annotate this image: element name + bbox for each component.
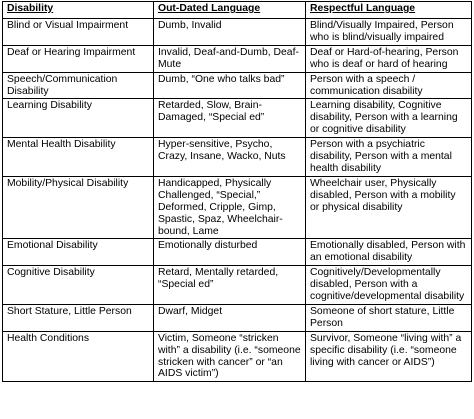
- outdated-language-cell: Retarded, Slow, Brain-Damaged, “Special ed”: [154, 99, 306, 138]
- table-row: [3, 266, 472, 305]
- respectful-language-cell: Wheelchair user, Physically disabled, Person with a mobility or physical disability: [306, 176, 472, 239]
- outdated-language-cell: Dumb, “One who talks bad”: [154, 72, 306, 99]
- disability-language-table: [2, 1, 472, 382]
- outdated-language-cell: Victim, Someone “stricken with” a disability (i.e. “someone stricken with cancer” or “an AIDS victim”): [154, 331, 306, 382]
- table-row: [3, 45, 472, 72]
- disability-cell: Cognitive Disability: [3, 266, 154, 305]
- outdated-language-cell: Retard, Mentally retarded, “Special ed”: [154, 266, 306, 305]
- respectful-language-cell: Person with a psychiatric disability, Person with a mental health disability: [306, 138, 472, 177]
- header-respectful-language: Respectful Language: [306, 2, 472, 19]
- outdated-language-cell: Hyper-sensitive, Psycho, Crazy, Insane, Wacko, Nuts: [154, 138, 306, 177]
- respectful-language-cell: Blind/Visually Impaired, Person who is blind/visually impaired: [306, 19, 472, 46]
- table-row: [3, 72, 472, 99]
- disability-cell: Speech/Communication Disability: [3, 72, 154, 99]
- disability-cell: Blind or Visual Impairment: [3, 19, 154, 46]
- disability-cell: Emotional Disability: [3, 239, 154, 266]
- outdated-language-cell: Invalid, Deaf-and-Dumb, Deaf-Mute: [154, 45, 306, 72]
- table-row: [3, 239, 472, 266]
- header-disability: Disability: [3, 2, 154, 19]
- disability-cell: Health Conditions: [3, 331, 154, 382]
- disability-cell: Deaf or Hearing Impairment: [3, 45, 154, 72]
- outdated-language-cell: Dumb, Invalid: [154, 19, 306, 46]
- disability-cell: Mental Health Disability: [3, 138, 154, 177]
- respectful-language-cell: Person with a speech / communication disability: [306, 72, 472, 99]
- outdated-language-cell: Emotionally disturbed: [154, 239, 306, 266]
- respectful-language-cell: Cognitively/Developmentally disabled, Person with a cognitive/developmental disability: [306, 266, 472, 305]
- outdated-language-cell: Handicapped, Physically Challenged, “Special,” Deformed, Cripple, Gimp, Spastic, Spaz, Wheelchair-bound, Lame: [154, 176, 306, 239]
- disability-cell: Learning Disability: [3, 99, 154, 138]
- outdated-language-cell: Dwarf, Midget: [154, 304, 306, 331]
- disability-cell: Mobility/Physical Disability: [3, 176, 154, 239]
- disability-cell: Short Stature, Little Person: [3, 304, 154, 331]
- table-row: [3, 331, 472, 382]
- respectful-language-cell: Someone of short stature, Little Person: [306, 304, 472, 331]
- table-row: [3, 19, 472, 46]
- header-outdated-language: Out-Dated Language: [154, 2, 306, 19]
- respectful-language-cell: Survivor, Someone “living with” a specific disability (i.e. “someone living with cancer or AIDS”): [306, 331, 472, 382]
- table-row: [3, 304, 472, 331]
- header-row: [3, 2, 472, 19]
- table-row: [3, 99, 472, 138]
- respectful-language-cell: Learning disability, Cognitive disability, Person with a learning or cognitive disability: [306, 99, 472, 138]
- table-row: [3, 138, 472, 177]
- respectful-language-cell: Deaf or Hard-of-hearing, Person who is deaf or hard of hearing: [306, 45, 472, 72]
- respectful-language-cell: Emotionally disabled, Person with an emotional disability: [306, 239, 472, 266]
- table-row: [3, 176, 472, 239]
